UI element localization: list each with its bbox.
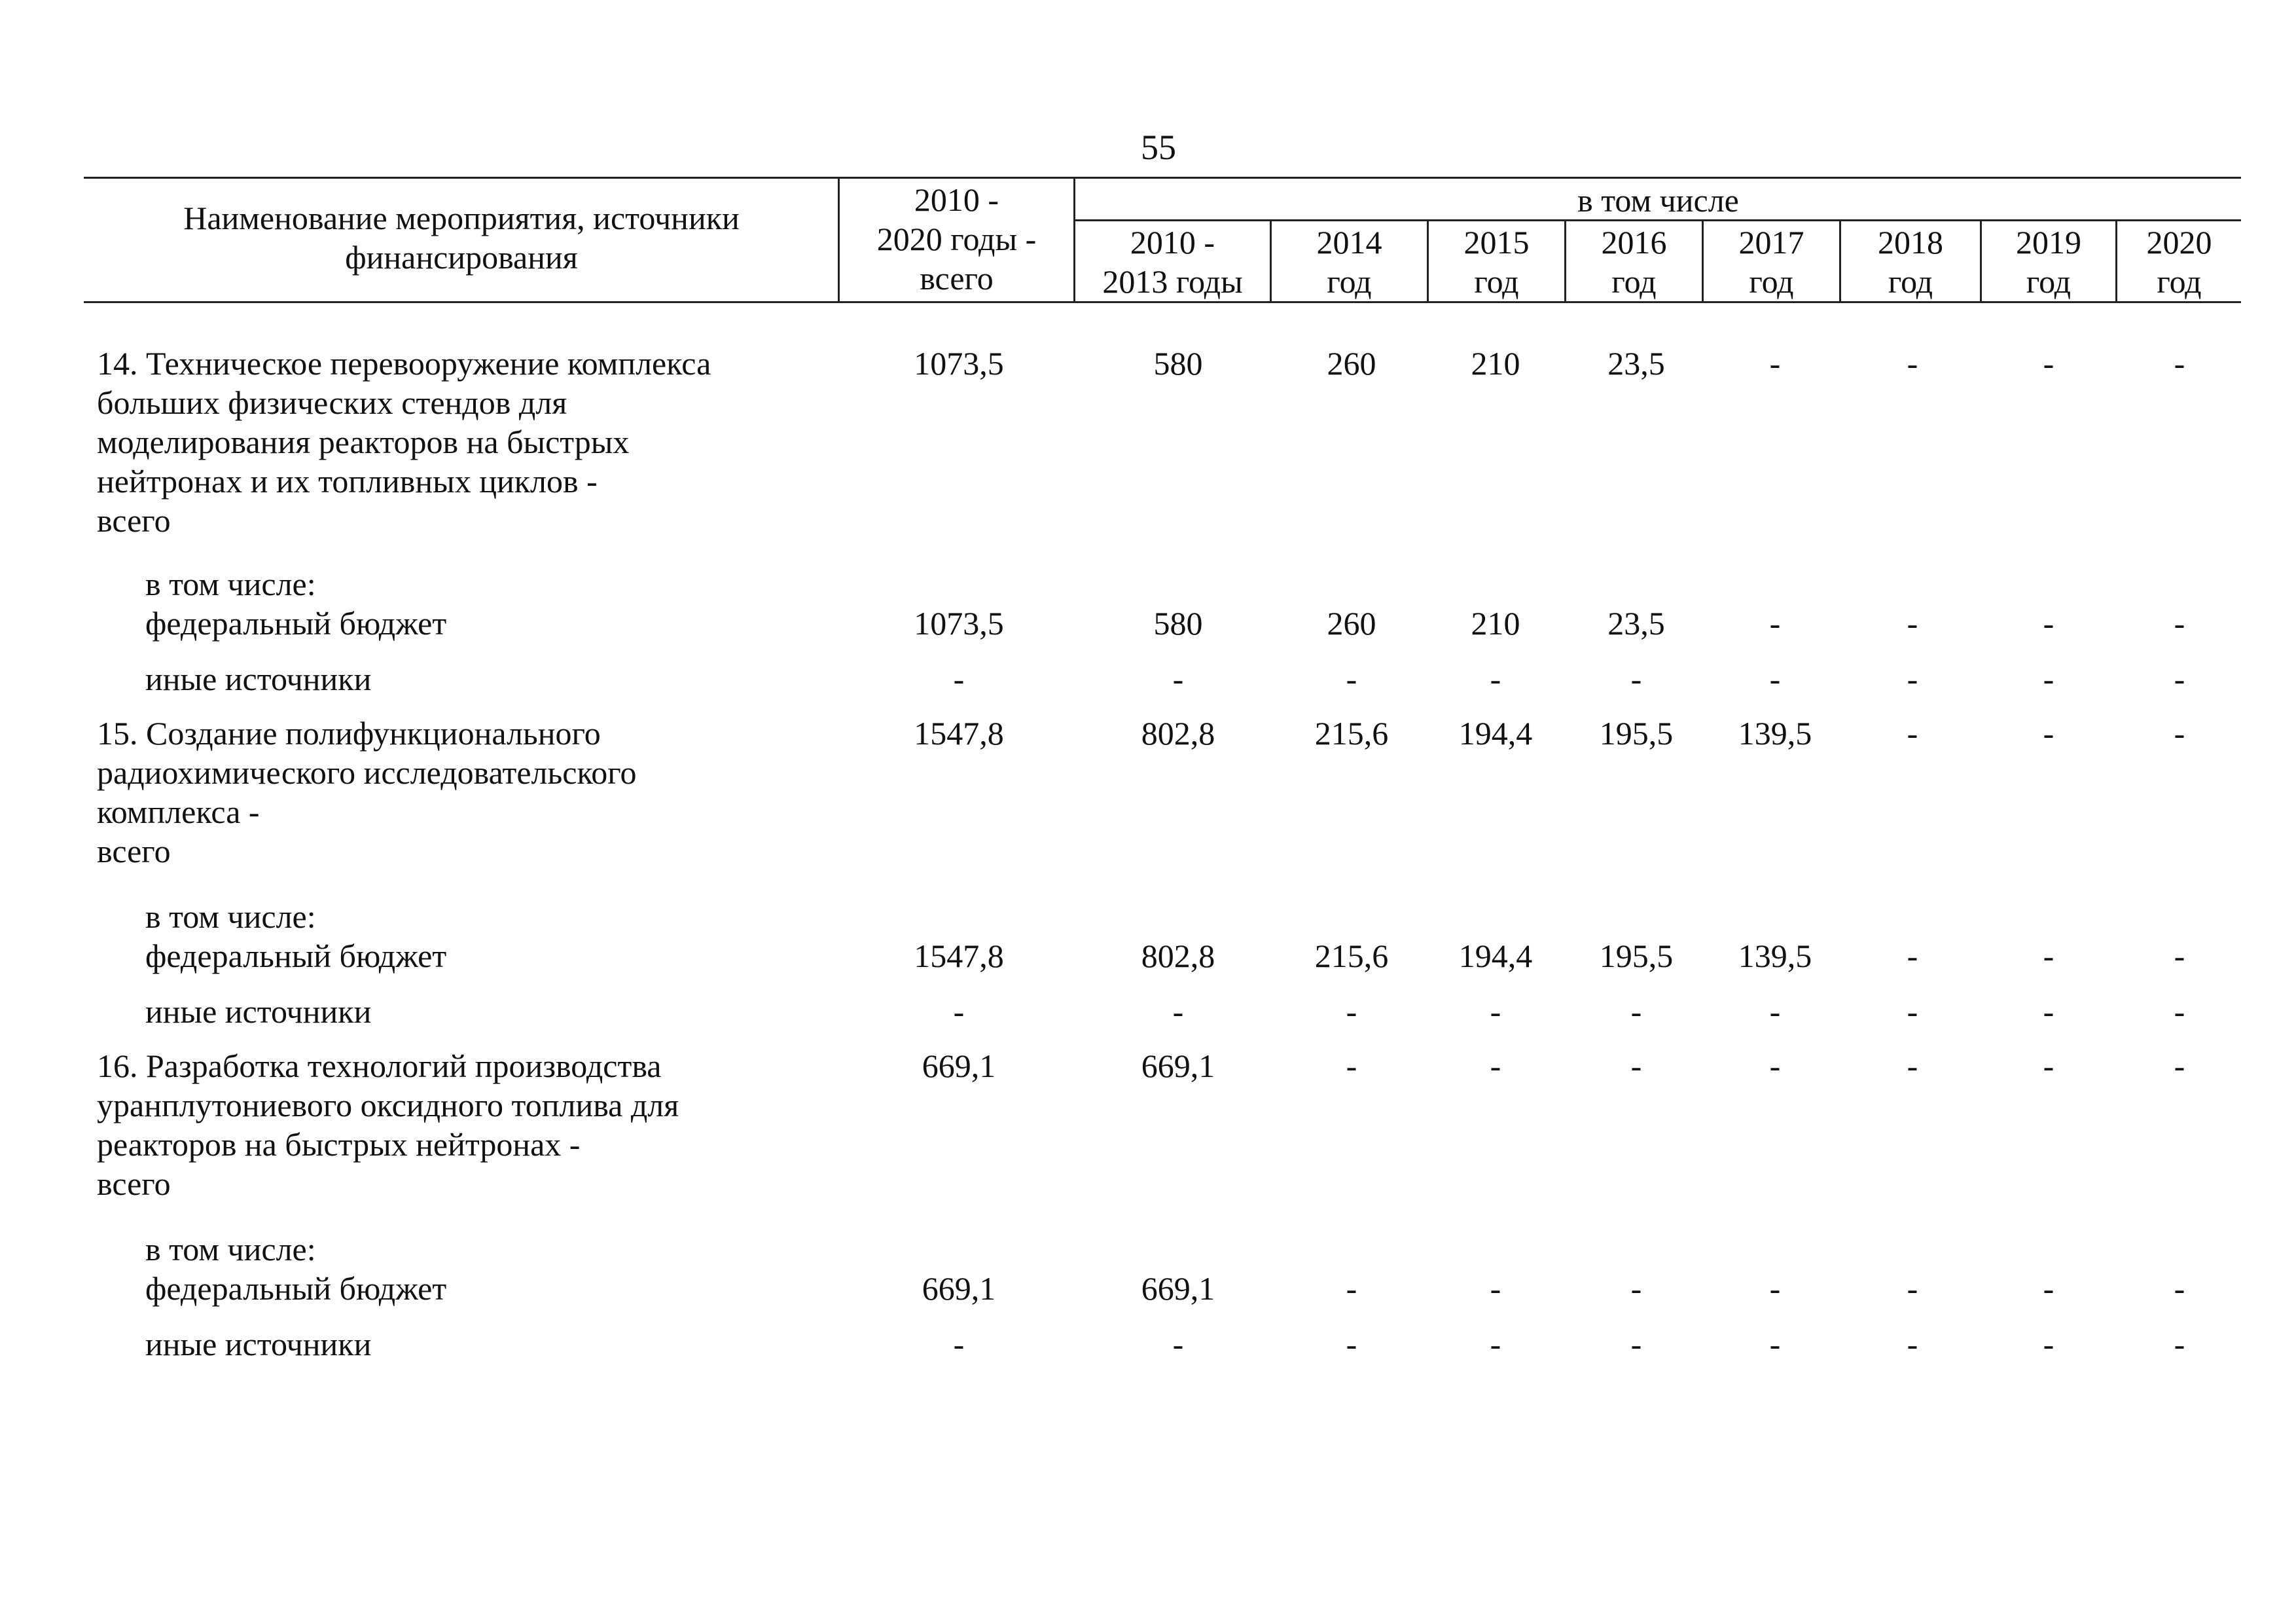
table-cell: - (1769, 345, 1781, 382)
header-total-line2: 2020 годы - (876, 221, 1037, 257)
table-cell: 194,4 (1458, 938, 1533, 974)
row-label-line: больших физических стендов для (97, 384, 567, 421)
row-label (97, 344, 836, 540)
table-cell: - (2043, 938, 2054, 974)
row-label-line: 15. Создание полифункционального (97, 715, 601, 752)
table-cell: 1547,8 (914, 938, 1004, 974)
header-period-5-line2: год (1749, 263, 1794, 300)
page-number: 55 (1141, 128, 1176, 167)
row-label (145, 1269, 885, 1308)
table-cell: - (2043, 345, 2054, 382)
table-cell: - (1490, 1048, 1501, 1084)
table-cell: - (1630, 661, 1642, 697)
table-cell: 669,1 (1141, 1048, 1215, 1084)
table-cell: - (1346, 1048, 1357, 1084)
table-cell: 215,6 (1314, 715, 1389, 752)
table-cell: - (2174, 1048, 2185, 1084)
row-label-line: всего (97, 502, 171, 539)
row-label-line: 16. Разработка технологий производства (97, 1048, 662, 1084)
table-cell: - (2174, 715, 2185, 752)
row-label-line: реакторов на быстрых нейтронах - (97, 1126, 581, 1163)
table-cell: - (2043, 1326, 2054, 1362)
table-cell: 260 (1327, 345, 1376, 382)
header-period-2-line2: год (1327, 263, 1372, 300)
table-cell: - (1907, 938, 1918, 974)
row-label-line: федеральный бюджет (145, 605, 447, 642)
table-cell: - (953, 1326, 965, 1362)
row-label-line: иные источники (145, 1326, 372, 1362)
row-label-line: комплекса - (97, 793, 260, 830)
row-label (145, 659, 885, 699)
table-cell: - (1769, 661, 1781, 697)
row-label (145, 564, 885, 604)
table-cell: - (1769, 1048, 1781, 1084)
table-cell: 210 (1471, 345, 1520, 382)
table-cell: - (1172, 1326, 1184, 1362)
table-cell: 580 (1153, 345, 1203, 382)
table-cell: - (1346, 1270, 1357, 1307)
table-cell: - (2043, 715, 2054, 752)
table-cell: - (1346, 993, 1357, 1030)
header-period-7-line2: год (2026, 263, 2072, 300)
table-cell: - (2174, 1270, 2185, 1307)
table-cell: - (953, 661, 965, 697)
table-cell: - (2043, 605, 2054, 642)
header-period-6-line1: 2018 (1878, 224, 1943, 261)
row-label (145, 1324, 885, 1364)
row-label-line: в том числе: (145, 566, 316, 602)
row-label (145, 936, 885, 976)
table-cell: 1073,5 (914, 605, 1004, 642)
row-label-line: уранплутониевого оксидного топлива для (97, 1087, 679, 1123)
table-cell: - (1907, 605, 1918, 642)
header-period-6-line2: год (1888, 263, 1933, 300)
row-label-line: всего (97, 833, 171, 869)
header-period-5-line1: 2017 (1738, 224, 1804, 261)
table-top-rule (84, 177, 2241, 179)
table-cell: - (1907, 1270, 1918, 1307)
row-label-line: иные источники (145, 993, 372, 1030)
header-period-2-line1: 2014 (1316, 224, 1382, 261)
header-total-line1: 2010 - (914, 181, 999, 218)
table-cell: 1547,8 (914, 715, 1004, 752)
table-cell: - (1769, 993, 1781, 1030)
table-cell: - (1630, 1270, 1642, 1307)
header-period-1-line2: 2013 годы (1102, 263, 1243, 300)
table-cell: 210 (1471, 605, 1520, 642)
table-cell: - (1630, 993, 1642, 1030)
header-total-line3: всего (920, 260, 994, 297)
table-cell: - (1630, 1326, 1642, 1362)
row-label (145, 604, 885, 643)
header-name-line2: финансирования (345, 239, 578, 276)
table-cell: - (1769, 1270, 1781, 1307)
table-cell: - (1630, 1048, 1642, 1084)
table-cell: - (1907, 1326, 1918, 1362)
table-cell: 669,1 (922, 1270, 996, 1307)
header-period-3-line1: 2015 (1463, 224, 1530, 261)
table-cell: - (2174, 661, 2185, 697)
row-label-line: нейтронах и их топливных циклов - (97, 463, 598, 500)
row-label-line: всего (97, 1165, 171, 1202)
table-cell: - (1907, 1048, 1918, 1084)
table-cell: 139,5 (1738, 938, 1812, 974)
table-cell: - (2043, 1270, 2054, 1307)
table-cell: 802,8 (1141, 715, 1215, 752)
table-cell: 195,5 (1599, 938, 1674, 974)
header-group-label: в том числе (1577, 182, 1739, 219)
row-label-line: моделирования реакторов на быстрых (97, 424, 630, 460)
header-period-1-line1: 2010 - (1130, 224, 1215, 261)
table-cell: - (1346, 1326, 1357, 1362)
table-cell: 260 (1327, 605, 1376, 642)
table-cell: 669,1 (1141, 1270, 1215, 1307)
table-cell: - (953, 993, 965, 1030)
table-cell: 1073,5 (914, 345, 1004, 382)
row-label-line: радиохимического исследовательского (97, 754, 637, 791)
header-period-8-line2: год (2157, 263, 2202, 300)
table-cell: - (2043, 661, 2054, 697)
row-label-line: федеральный бюджет (145, 1270, 447, 1307)
table-cell: - (1907, 993, 1918, 1030)
header-period-4-line1: 2016 (1601, 224, 1667, 261)
table-cell: 139,5 (1738, 715, 1812, 752)
row-label-line: иные источники (145, 661, 372, 697)
table-cell: - (1769, 1326, 1781, 1362)
table-cell: - (1769, 605, 1781, 642)
table-cell: - (1490, 993, 1501, 1030)
table-cell: - (1490, 661, 1501, 697)
table-cell: 23,5 (1607, 605, 1665, 642)
table-cell: - (2174, 605, 2185, 642)
table-cell: - (1490, 1326, 1501, 1362)
table-cell: - (1907, 345, 1918, 382)
row-label (97, 714, 836, 871)
table-cell: 195,5 (1599, 715, 1674, 752)
table-cell: - (1490, 1270, 1501, 1307)
row-label-line: в том числе: (145, 1231, 316, 1267)
table-cell: - (1172, 993, 1184, 1030)
header-period-7-line1: 2019 (2016, 224, 2081, 261)
table-cell: - (2174, 1326, 2185, 1362)
header-period-3-line2: год (1474, 263, 1519, 300)
header-period-8-line1: 2020 (2146, 224, 2212, 261)
table-cell: - (1907, 661, 1918, 697)
table-cell: - (1907, 715, 1918, 752)
table-cell: - (2174, 938, 2185, 974)
header-period-4-line2: год (1611, 263, 1657, 300)
row-label (145, 992, 885, 1031)
table-cell: - (1346, 661, 1357, 697)
table-cell: 194,4 (1458, 715, 1533, 752)
table-cell: 802,8 (1141, 938, 1215, 974)
table-cell: 23,5 (1607, 345, 1665, 382)
row-label (145, 897, 885, 936)
table-cell: - (2174, 345, 2185, 382)
table-cell: 669,1 (922, 1048, 996, 1084)
table-cell: - (2043, 1048, 2054, 1084)
table-cell: 580 (1153, 605, 1203, 642)
table-cell: 215,6 (1314, 938, 1389, 974)
row-label-line: федеральный бюджет (145, 938, 447, 974)
table-cell: - (1172, 661, 1184, 697)
table-cell: - (2174, 993, 2185, 1030)
header-bottom-rule (84, 301, 2241, 303)
row-label-line: 14. Техническое перевооружение комплекса (97, 345, 711, 382)
header-name-line1: Наименование мероприятия, источники (183, 200, 740, 236)
row-label-line: в том числе: (145, 898, 316, 935)
table-cell: - (2043, 993, 2054, 1030)
row-label (97, 1046, 836, 1203)
row-label (145, 1230, 885, 1269)
